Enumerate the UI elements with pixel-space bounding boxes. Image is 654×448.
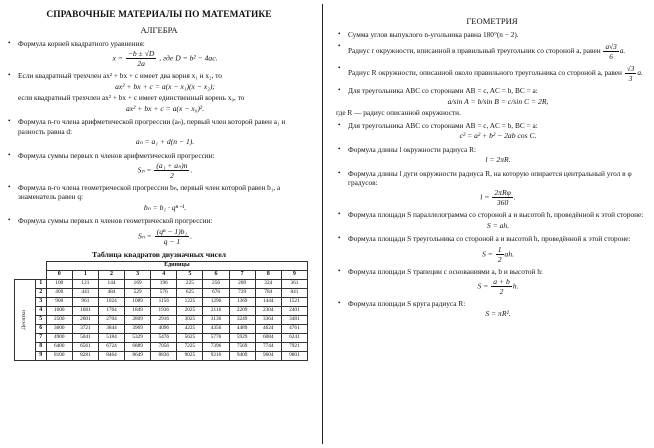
bullet-icon: • <box>8 71 11 80</box>
table-cell: 3136 <box>203 315 229 324</box>
table-corner <box>35 270 46 279</box>
table-cell: 196 <box>151 279 177 288</box>
column-divider <box>322 4 323 444</box>
table-cell: 3600 <box>46 324 72 333</box>
table-row <box>15 324 308 333</box>
table-cell: 625 <box>177 288 203 297</box>
geometry-item-trapezoid-area <box>336 267 648 296</box>
table-cell: 4225 <box>177 324 203 333</box>
column-header: 7 <box>229 270 255 279</box>
formula: l = 2πR. <box>485 155 511 165</box>
table-cell: 9604 <box>255 351 281 360</box>
row-header: 6 <box>35 324 46 333</box>
table-row <box>15 306 308 315</box>
table-cell: 5329 <box>125 333 151 342</box>
item-text: Формула площади S параллелограмма со стороной a и высотой h, проведённой к этой стороне: <box>348 210 644 220</box>
fraction <box>126 49 157 68</box>
algebra-item-arith-nth <box>6 117 312 147</box>
table-cell: 529 <box>125 288 151 297</box>
table-cell: 5776 <box>203 333 229 342</box>
table-cell: 5184 <box>98 333 124 342</box>
row-header: 1 <box>35 279 46 288</box>
formula <box>348 277 648 296</box>
fraction <box>154 161 189 180</box>
table-cell: 576 <box>151 288 177 297</box>
numerator: −b ± √D <box>127 49 155 59</box>
table-cell: 169 <box>125 279 151 288</box>
algebra-item-geom-sum <box>6 216 312 245</box>
table-cell: 961 <box>72 297 98 306</box>
table-cell: 9216 <box>203 351 229 360</box>
table-cell: 100 <box>46 279 72 288</box>
table-cell: 5476 <box>151 333 177 342</box>
table-cell: 784 <box>255 288 281 297</box>
table-corner <box>15 270 36 279</box>
table-cell: 7396 <box>203 342 229 351</box>
column-header: 6 <box>203 270 229 279</box>
table-cell: 4096 <box>151 324 177 333</box>
table-cell: 6561 <box>72 342 98 351</box>
table-cell: 1521 <box>281 297 307 306</box>
table-cell: 4624 <box>255 324 281 333</box>
formula: aₙ = a₁ + d(n − 1). <box>135 137 195 147</box>
table-cell: 225 <box>177 279 203 288</box>
formula: c² = a² + b² − 2ab cos C. <box>459 131 537 141</box>
item-text: Для треугольника ABC со сторонами AB = c, AC = b, BC = a: <box>348 86 538 96</box>
formula-lhs: Sₙ = <box>137 165 152 175</box>
table-cell: 2809 <box>125 315 151 324</box>
table-cell: 8281 <box>72 351 98 360</box>
table-cell: 1444 <box>255 297 281 306</box>
bullet-icon: • <box>338 42 341 51</box>
column-header: 2 <box>98 270 124 279</box>
formula <box>18 227 312 246</box>
table-cell: 1296 <box>203 297 229 306</box>
column-header: 9 <box>281 270 307 279</box>
formula <box>18 49 312 68</box>
formula-rhs: . <box>190 165 193 175</box>
table-cell: 2704 <box>98 315 124 324</box>
table-row <box>15 315 308 324</box>
bullet-icon: • <box>338 86 341 95</box>
table-cell: 2401 <box>281 306 307 315</box>
item-text: Формула площади S круга радиуса R: <box>348 299 466 309</box>
bullet-icon: • <box>338 266 341 275</box>
table-cell: 1849 <box>125 306 151 315</box>
table-corner <box>15 261 36 270</box>
bullet-icon: • <box>338 299 341 308</box>
row-header: 3 <box>35 297 46 306</box>
table-cell: 6084 <box>255 333 281 342</box>
table-header-row <box>15 261 308 270</box>
bullet-icon: • <box>8 150 11 159</box>
table-cell: 6400 <box>46 342 72 351</box>
formula-rhs: . <box>190 230 193 240</box>
formula-lhs: l = <box>480 192 490 202</box>
column-header: 5 <box>177 270 203 279</box>
table-column-headers <box>15 270 308 279</box>
units-label: Единицы <box>46 261 307 270</box>
formula-lhs: x = <box>112 53 123 63</box>
item-text: Для треугольника ABC со сторонами AB = c, AC = b, BC = a: <box>348 120 538 130</box>
formula-lhs: S = <box>481 248 493 258</box>
left-column <box>6 10 312 444</box>
table-cell: 4489 <box>229 324 255 333</box>
geometry-heading: ГЕОМЕТРИЯ <box>466 16 518 26</box>
table-row <box>15 288 308 297</box>
bullet-icon: • <box>338 168 341 177</box>
item-text: Если квадратный трехчлен ax² + bx + c имеет два корня x₁ и x₂, то <box>18 71 222 81</box>
fraction <box>625 64 637 83</box>
row-header: 8 <box>35 342 46 351</box>
algebra-heading: АЛГЕБРА <box>140 25 178 35</box>
table-cell: 4761 <box>281 324 307 333</box>
numerator: √3 <box>626 64 635 74</box>
item-text: Радиус R окружности, описанной около правильного треугольника со стороной a, равен <box>348 68 622 78</box>
fraction <box>603 42 618 61</box>
table-cell: 441 <box>72 288 98 297</box>
item-text: Формула суммы первых n членов геометрической прогрессии: <box>18 216 213 226</box>
table-cell: 9409 <box>229 351 255 360</box>
formula-rhs: . <box>513 192 516 202</box>
denominator: q − 1 <box>163 236 181 246</box>
table-cell: 5041 <box>72 333 98 342</box>
denominator: 6 <box>609 52 613 62</box>
item-text: Формула площади S треугольника со стороной a и высотой h, проведённой к этой стороне: <box>348 234 631 244</box>
bullet-icon: • <box>338 120 341 129</box>
formula: a/sin A = b/sin B = c/sin C = 2R, <box>447 96 549 106</box>
table-cell: 9025 <box>177 351 203 360</box>
numerator: a + b <box>493 277 510 287</box>
formula-lhs: S = <box>477 281 489 291</box>
table-cell: 2500 <box>46 315 72 324</box>
fraction <box>155 227 189 246</box>
numerator: 2πRφ <box>494 188 511 198</box>
table-cell: 2916 <box>151 315 177 324</box>
item-text: Радиус r окружности, вписанной в правильный треугольник со стороной a, равен <box>348 46 601 56</box>
table-row <box>15 333 308 342</box>
formula-lhs: Sₙ = <box>137 230 152 240</box>
bullet-icon: • <box>8 39 11 47</box>
geometry-item-parallelogram-area <box>336 210 648 231</box>
table-cell: 7569 <box>229 342 255 351</box>
table-cell: 1369 <box>229 297 255 306</box>
column-header: 8 <box>255 270 281 279</box>
squares-table <box>14 261 308 361</box>
tens-label: Десятки <box>21 309 28 330</box>
table-cell: 7921 <box>281 342 307 351</box>
row-header: 5 <box>35 315 46 324</box>
table-cell: 400 <box>46 288 72 297</box>
document-title: СПРАВОЧНЫЕ МАТЕРИАЛЫ ПО МАТЕМАТИКЕ <box>46 10 272 20</box>
bullet-icon: • <box>338 30 341 38</box>
item-tail: a. <box>637 68 643 78</box>
table-cell: 2304 <box>255 306 281 315</box>
algebra-item-factorization <box>6 71 312 114</box>
table-cell: 5625 <box>177 333 203 342</box>
table-cell: 5929 <box>229 333 255 342</box>
table-body <box>15 279 308 360</box>
table-row <box>15 279 308 288</box>
table-cell: 1024 <box>98 297 124 306</box>
table-cell: 900 <box>46 297 72 306</box>
algebra-item-arith-sum <box>6 151 312 180</box>
table-cell: 2209 <box>229 306 255 315</box>
formula <box>348 245 648 264</box>
table-cell: 8100 <box>46 351 72 360</box>
item-text: Формула n-го члена арифметической прогрессии (aₙ), первый член которой равен a₁ и разность равна d: <box>18 117 286 136</box>
table-cell: 289 <box>229 279 255 288</box>
table-cell: 1936 <box>151 306 177 315</box>
table-cell: 1600 <box>46 306 72 315</box>
table-cell: 8464 <box>98 351 124 360</box>
item-tail: a. <box>619 46 626 56</box>
row-header: 2 <box>35 288 46 297</box>
item-text: Формула суммы первых n членов арифметической прогрессии: <box>18 150 215 160</box>
table-cell: 4356 <box>203 324 229 333</box>
table-cell: 6889 <box>125 342 151 351</box>
geometry-item-law-of-sines <box>336 86 648 117</box>
table-row <box>15 342 308 351</box>
table-cell: 1681 <box>72 306 98 315</box>
table-cell: 3481 <box>281 315 307 324</box>
formula: ax² + bx + c = a(x − x₁)(x − x₂); <box>115 81 215 91</box>
geometry-item-arc-length <box>336 169 648 208</box>
table-cell: 3364 <box>255 315 281 324</box>
formula-rhs: ah. <box>504 248 515 258</box>
geometry-item-inscribed-radius <box>336 42 648 61</box>
table-cell: 121 <box>72 279 98 288</box>
table-cell: 144 <box>98 279 124 288</box>
item-text: Формула n-го члена геометрической прогрессии bₙ, первый член которой равен b₁, а знаменатель равен q: <box>18 182 281 202</box>
column-header: 4 <box>151 270 177 279</box>
table-cell: 3721 <box>72 324 98 333</box>
formula-rhs: , где D = b² − 4ac. <box>159 53 218 63</box>
table-cell: 361 <box>281 279 307 288</box>
formula: ax² + bx + c = a(x − x₀)². <box>125 103 205 113</box>
table-cell: 3025 <box>177 315 203 324</box>
item-note: где R — радиус описанной окружности. <box>336 108 461 118</box>
item-text: Формула длины l окружности радиуса R: <box>348 144 477 154</box>
denominator: 3 <box>628 74 633 84</box>
geometry-item-circle-area <box>336 299 648 320</box>
algebra-item-geom-nth <box>6 183 312 213</box>
table-cell: 3969 <box>125 324 151 333</box>
formula-rhs: h. <box>512 281 519 291</box>
column-header: 1 <box>72 270 98 279</box>
geometry-item-triangle-area <box>336 234 648 263</box>
numerator: a√3 <box>605 42 617 52</box>
geometry-item-polygon-angles <box>336 30 648 39</box>
geometry-item-law-of-cosines <box>336 121 648 142</box>
table-cell: 3249 <box>229 315 255 324</box>
fraction <box>491 277 512 296</box>
bullet-icon: • <box>338 144 341 153</box>
table-cell: 841 <box>281 288 307 297</box>
table-cell: 6241 <box>281 333 307 342</box>
denominator: 360 <box>496 198 509 208</box>
numerator: (qⁿ − 1)b₁ <box>156 226 188 236</box>
row-header: 7 <box>35 333 46 342</box>
table-cell: 1089 <box>125 297 151 306</box>
geometry-item-circumference <box>336 145 648 166</box>
bullet-icon: • <box>338 210 341 219</box>
formula: bₙ = b₁ · qⁿ⁻¹. <box>143 202 187 212</box>
item-text: Сумма углов выпуклого n-угольника равна 180°(n − 2). <box>348 30 519 39</box>
formula: S = πR². <box>485 309 511 319</box>
row-header: 4 <box>35 306 46 315</box>
table-cell: 676 <box>203 288 229 297</box>
table-cell: 729 <box>229 288 255 297</box>
right-column <box>336 10 648 444</box>
formula <box>18 161 312 180</box>
table-cell: 2025 <box>177 306 203 315</box>
bullet-icon: • <box>8 117 11 126</box>
algebra-item-quadratic-roots <box>6 39 312 68</box>
table-cell: 9801 <box>281 351 307 360</box>
table-cell: 1225 <box>177 297 203 306</box>
table-cell: 3844 <box>98 324 124 333</box>
table-cell: 484 <box>98 288 124 297</box>
bullet-icon: • <box>8 182 11 191</box>
column-header: 0 <box>46 270 72 279</box>
fraction <box>496 245 504 264</box>
tens-label-cell <box>15 279 36 360</box>
formula <box>348 188 648 207</box>
numerator: 1 <box>497 244 502 254</box>
table-cell: 8836 <box>151 351 177 360</box>
numerator: (a₁ + aₙ)n <box>156 160 188 170</box>
row-header: 9 <box>35 351 46 360</box>
bullet-icon: • <box>8 216 11 225</box>
item-text: Формула площади S трапеции с основаниями a, b и высотой h: <box>348 266 543 276</box>
squares-table-title: Таблица квадратов двузначных чисел <box>91 249 227 259</box>
formula: S = ah. <box>486 220 510 230</box>
table-cell: 1764 <box>98 306 124 315</box>
table-cell: 8649 <box>125 351 151 360</box>
item-text-continued: если квадратный трехчлен ax² + bx + c имеет единственный корень x₀, то <box>18 93 245 103</box>
denominator: 2 <box>170 170 174 180</box>
table-cell: 324 <box>255 279 281 288</box>
table-cell: 1156 <box>151 297 177 306</box>
table-cell: 4900 <box>46 333 72 342</box>
table-row <box>15 297 308 306</box>
table-cell: 7056 <box>151 342 177 351</box>
denominator: 2 <box>497 254 502 264</box>
table-cell: 6724 <box>98 342 124 351</box>
table-cell: 7225 <box>177 342 203 351</box>
table-cell: 256 <box>203 279 229 288</box>
fraction <box>492 188 512 207</box>
table-cell: 7744 <box>255 342 281 351</box>
bullet-icon: • <box>338 64 341 73</box>
denominator: 2 <box>499 287 504 297</box>
column-header: 3 <box>125 270 151 279</box>
table-row <box>15 351 308 360</box>
denominator: 2a <box>137 59 145 69</box>
geometry-item-circumscribed-radius <box>336 64 648 83</box>
item-text: Формула корней квадратного уравнения: <box>18 39 145 48</box>
table-cell: 2601 <box>72 315 98 324</box>
item-text: Формула длины l дуги окружности радиуса R, на которую опирается центральный угол в φ градусов: <box>348 168 632 187</box>
table-corner <box>35 261 46 270</box>
bullet-icon: • <box>338 234 341 243</box>
table-cell: 2116 <box>203 306 229 315</box>
